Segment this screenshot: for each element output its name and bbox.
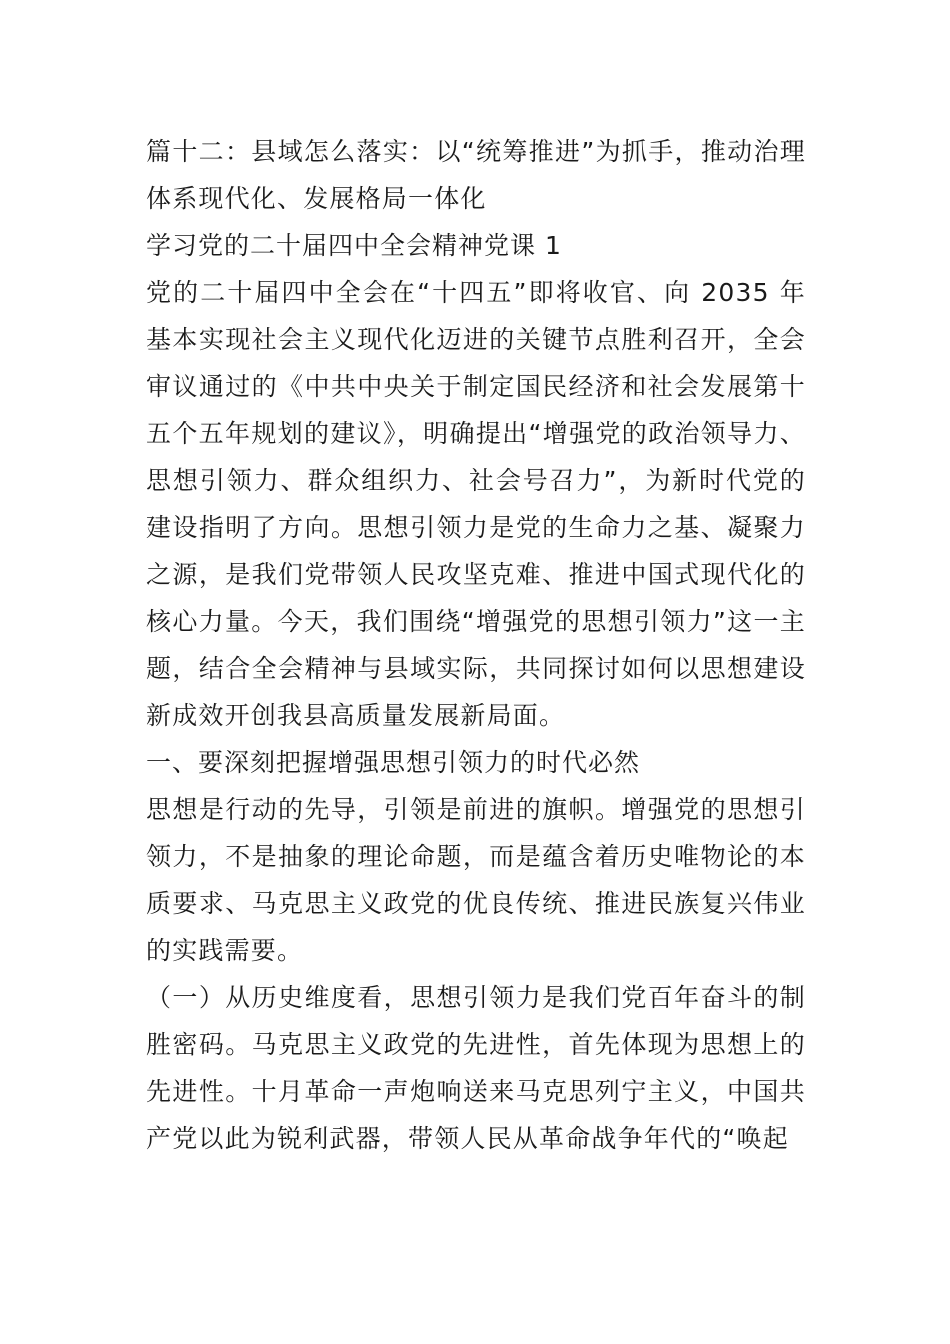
document-title: 篇十二：县域怎么落实：以“统筹推进”为抓手，推动治理体系现代化、发展格局一体化 bbox=[146, 137, 806, 213]
section-1-heading: 一、要深刻把握增强思想引领力的时代必然 bbox=[146, 748, 641, 777]
section-1-paragraph: 思想是行动的先导，引领是前进的旗帜。增强党的思想引领力，不是抽象的理论命题，而是蕴含着历史唯物论的本质要求、马克思主义政党的优良传统、推进民族复兴伟业的实践需要。 bbox=[146, 795, 806, 965]
intro-paragraph: 党的二十届四中全会在“十四五”即将收官、向 2035 年基本实现社会主义现代化迈进的关键节点胜利召开，全会审议通过的《中共中央关于制定国民经济和社会发展第十五个五年规划的建议》，明确提出“增强党的政治领导力、思想引领力、群众组织力、社会号召力”，为新时代党的建设指明了方向。思想引领力是党的生命力之基、凝聚力之源，是我们党带领人民攻坚克难、推进中国式现代化的核心力量。今天，我们围绕“增强党的思想引领力”这一主题，结合全会精神与县域实际，共同探讨如何以思想建设新成效开创我县高质量发展新局面。 bbox=[146, 278, 806, 730]
document-page bbox=[146, 128, 806, 1162]
document-subtitle: 学习党的二十届四中全会精神党课 1 bbox=[146, 231, 562, 260]
subsection-1-paragraph: （一）从历史维度看，思想引领力是我们党百年奋斗的制胜密码。马克思主义政党的先进性，首先体现为思想上的先进性。十月革命一声炮响送来马克思列宁主义，中国共产党以此为锐利武器，带领人民从革命战争年代的“唤起 bbox=[146, 983, 806, 1153]
